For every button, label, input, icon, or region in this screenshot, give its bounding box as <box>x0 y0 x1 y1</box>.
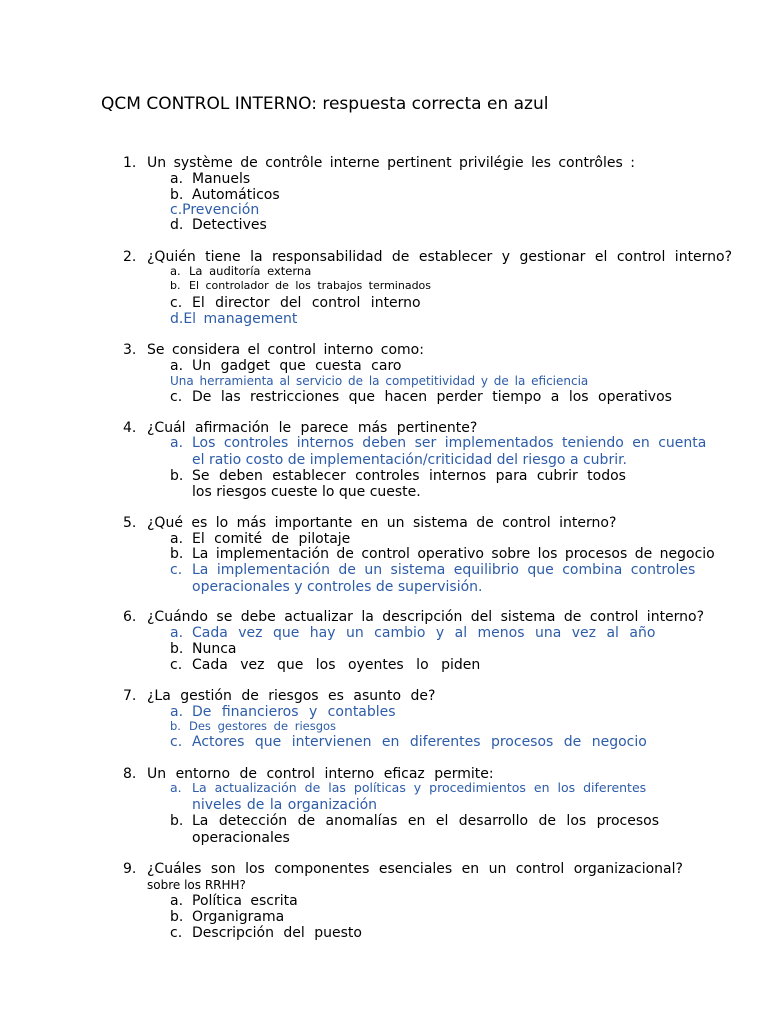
option-text: Una herramienta al servicio de la competitividad y de la eficiencia <box>170 374 589 388</box>
question-7 <box>123 688 435 704</box>
question-text: ¿Qué es lo más importante en un sistema de control interno? <box>147 515 617 531</box>
option-letter: b. <box>170 641 184 657</box>
question-3 <box>123 342 424 358</box>
option-text: La detección de anomalías en el desarrollo de los procesos <box>192 813 659 829</box>
option-letter: b. <box>170 279 181 292</box>
option-2c <box>170 295 421 311</box>
option-text: Manuels <box>192 171 251 187</box>
option-letter: a. <box>170 704 184 720</box>
option-letter: c. <box>170 657 183 673</box>
question-text-cont: sobre los RRHH? <box>147 878 246 892</box>
option-text: El controlador de los trabajos terminados <box>189 279 432 292</box>
question-9 <box>123 861 683 877</box>
option-letter: a. <box>170 435 184 451</box>
option-text: Descripción del puesto <box>192 925 362 941</box>
option-text: Nunca <box>192 641 237 657</box>
option-4b <box>170 468 626 484</box>
option-text-cont: niveles de la organización <box>192 797 378 813</box>
option-5a <box>170 531 350 547</box>
option-4b-continuation <box>192 484 421 500</box>
option-text-cont: el ratio costo de implementación/criticidad del riesgo a cubrir. <box>192 452 628 468</box>
option-3b-correct <box>170 374 588 388</box>
question-6 <box>123 609 704 625</box>
option-5c-continuation <box>192 579 483 595</box>
option-letter: b. <box>170 468 184 484</box>
option-9c <box>170 925 362 941</box>
option-8a-correct <box>170 781 646 795</box>
option-text: Automáticos <box>192 187 280 203</box>
question-number: 9. <box>123 861 137 877</box>
option-text: Un gadget que cuesta caro <box>192 358 402 374</box>
question-5 <box>123 515 616 531</box>
question-text: Se considera el control interno como: <box>147 342 424 358</box>
question-text: ¿Quién tiene la responsabilidad de establecer y gestionar el control interno? <box>147 249 733 265</box>
option-letter: b. <box>170 719 181 733</box>
question-1 <box>123 155 635 171</box>
question-text: ¿Cuál afirmación le parece más pertinente? <box>147 420 478 436</box>
option-6a-correct <box>170 625 655 641</box>
option-text: Cada vez que los oyentes lo piden <box>192 657 481 673</box>
option-4a-continuation <box>192 452 627 468</box>
question-number: 4. <box>123 420 137 436</box>
option-1b <box>170 187 280 203</box>
option-text-cont: los riesgos cueste lo que cueste. <box>192 484 421 500</box>
option-9b <box>170 909 284 925</box>
option-7b-correct <box>170 719 336 733</box>
option-letter: c. <box>170 925 183 941</box>
option-text: El comité de pilotaje <box>192 531 351 547</box>
question-text: ¿Cuándo se debe actualizar la descripción del sistema de control interno? <box>147 609 705 625</box>
option-8a-continuation <box>192 797 377 813</box>
option-letter: a. <box>170 358 184 374</box>
option-text: La implementación de un sistema equilibrio que combina controles <box>192 562 696 578</box>
option-8b <box>170 813 659 829</box>
option-1a <box>170 171 250 187</box>
option-5b <box>170 546 715 562</box>
option-text-cont: operacionales y controles de supervisión. <box>192 579 483 595</box>
option-text: Política escrita <box>192 893 298 909</box>
option-letter: a. <box>170 264 181 278</box>
option-text: De financieros y contables <box>192 704 396 720</box>
option-letter: a. <box>170 531 184 547</box>
question-number: 3. <box>123 342 137 358</box>
page-title: QCM CONTROL INTERNO: respuesta correcta en azul <box>101 94 549 114</box>
option-letter: a. <box>170 625 184 641</box>
option-3a <box>170 358 401 374</box>
option-text: Cada vez que hay un cambio y al menos una vez al año <box>192 625 656 641</box>
option-5c-correct <box>170 562 695 578</box>
option-text: d.El management <box>170 311 298 327</box>
question-2 <box>123 249 732 265</box>
option-text-cont: operacionales <box>192 830 290 846</box>
option-6b <box>170 641 237 657</box>
option-text: c.Prevención <box>170 202 260 218</box>
option-7a-correct <box>170 704 396 720</box>
option-9a <box>170 893 298 909</box>
option-text: Organigrama <box>192 909 285 925</box>
question-number: 7. <box>123 688 137 704</box>
option-text: Se deben establecer controles internos para cubrir todos <box>192 468 626 484</box>
question-number: 6. <box>123 609 137 625</box>
question-number: 5. <box>123 515 137 531</box>
question-text: ¿La gestión de riesgos es asunto de? <box>147 688 436 704</box>
question-text: ¿Cuáles son los componentes esenciales en un control organizacional? <box>147 861 683 877</box>
option-text: Detectives <box>192 217 267 233</box>
option-text: De las restricciones que hacen perder tiempo a los operativos <box>192 389 672 405</box>
option-letter: c. <box>170 389 183 405</box>
option-1c-correct <box>170 202 259 218</box>
option-text: Actores que intervienen en diferentes procesos de negocio <box>192 734 647 750</box>
option-letter: a. <box>170 893 184 909</box>
option-2b <box>170 279 431 293</box>
option-8b-continuation <box>192 830 290 846</box>
option-text: La implementación de control operativo sobre los procesos de negocio <box>192 546 715 562</box>
option-letter: c. <box>170 562 183 578</box>
option-1d <box>170 217 267 233</box>
option-letter: b. <box>170 187 184 203</box>
option-7c-correct <box>170 734 647 750</box>
option-text: El director del control interno <box>192 295 421 311</box>
option-2a <box>170 264 311 278</box>
option-4a-correct <box>170 435 706 451</box>
question-number: 2. <box>123 249 137 265</box>
option-text: La actualización de las políticas y procedimientos en los diferentes <box>192 780 647 795</box>
option-2d-correct <box>170 311 297 327</box>
option-letter: a. <box>170 171 184 187</box>
option-letter: c. <box>170 734 183 750</box>
question-number: 8. <box>123 766 137 782</box>
option-text: Des gestores de riesgos <box>189 719 337 733</box>
option-letter: b. <box>170 546 184 562</box>
option-letter: c. <box>170 295 183 311</box>
question-text: Un système de contrôle interne pertinent privilégie les contrôles : <box>147 155 635 171</box>
option-6c <box>170 657 480 673</box>
question-9-continuation <box>147 878 246 892</box>
option-text: Los controles internos deben ser implementados teniendo en cuenta <box>192 435 707 451</box>
question-4 <box>123 420 477 436</box>
option-3c <box>170 389 672 405</box>
question-number: 1. <box>123 155 137 171</box>
option-letter: b. <box>170 909 184 925</box>
option-letter: b. <box>170 813 184 829</box>
option-letter: d. <box>170 217 184 233</box>
option-text: La auditoría externa <box>189 264 312 278</box>
question-text: Un entorno de control interno eficaz permite: <box>147 766 494 782</box>
option-letter: a. <box>170 780 182 795</box>
